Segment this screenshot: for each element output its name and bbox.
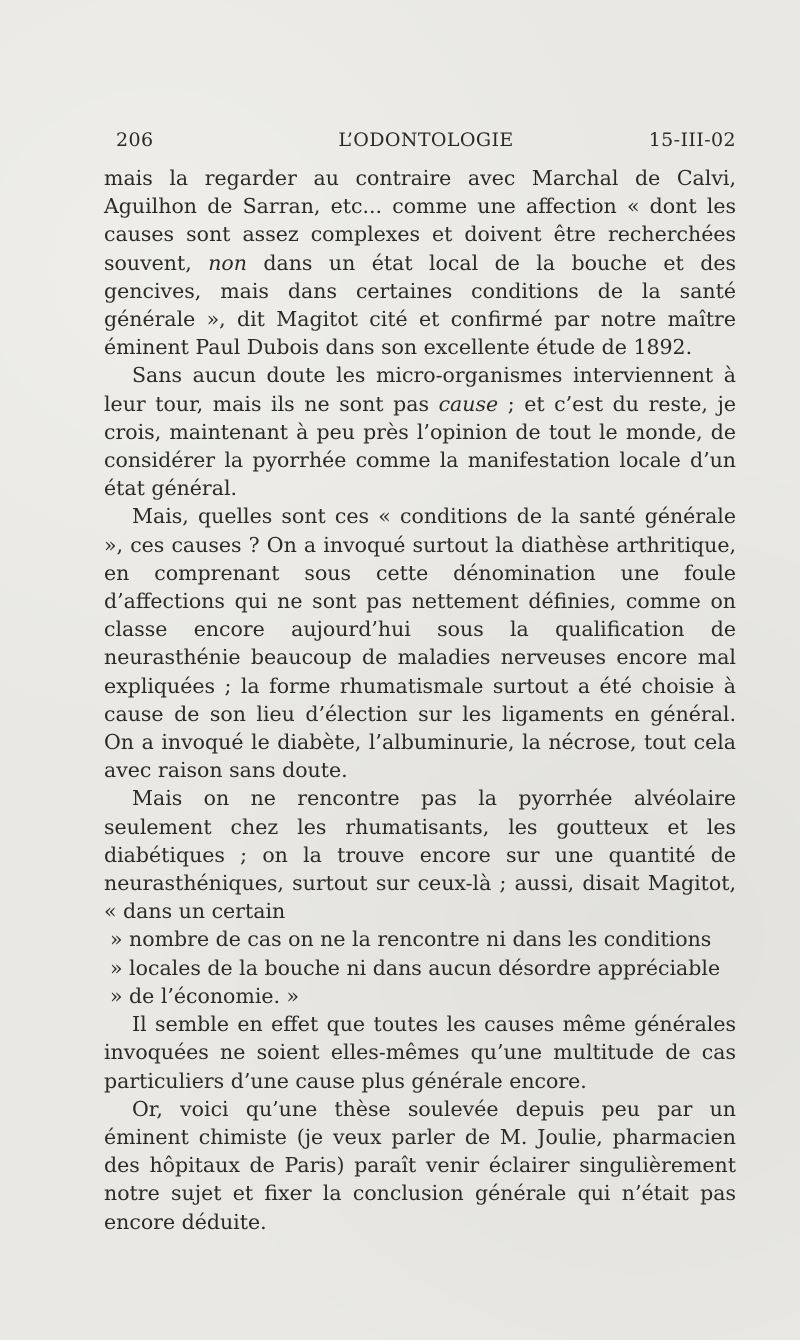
page-number: 206 (116, 129, 154, 151)
paragraph-2-italic: cause (438, 391, 499, 416)
journal-title: L’ODONTOLOGIE (338, 129, 514, 151)
issue-date: 15-III-02 (648, 129, 736, 151)
quote-line-2: » locales de la bouche ni dans aucun désordre appréciable (110, 955, 721, 980)
paragraph-4: Mais on ne rencontre pas la pyorrhée alvéolaire seulement chez les rhumatisants, les goutteux et les diabétiques ; on la trouve encore sur une quantité de neurasthéniques, surtout sur ceux-là ; aussi, disait Magitot, « dans un certain (104, 786, 736, 924)
paragraph-1-part-2: dans un état local de la bouche et des gencives, mais dans certaines conditions de la santé générale », dit Magitot cité et confirmé par notre maître éminent Paul Dubois dans son excellente étude de 1892. (104, 250, 736, 360)
paragraph-2-part-2: ; et c’est du reste, je crois, maintenant à peu près l’opinion de tout le monde, de considérer la pyorrhée comme la manifestation locale d’un état général. (104, 391, 736, 501)
paragraph-1-part-1: mais la regarder au contraire avec Marchal de Calvi, Aguilhon de Sarran, etc... comme une affection « dont les causes sont assez complexes et doivent être recherchées souvent, (104, 166, 736, 275)
paragraph-6: Or, voici qu’une thèse soulevée depuis peu par un éminent chimiste (je veux parler de M. Joulie, pharmacien des hôpitaux de Paris) paraît venir éclairer singulièrement notre sujet et fixer la conclusion générale qui n’était pas encore déduite. (104, 1096, 736, 1234)
paragraph-2 (104, 361, 736, 502)
paragraph-3: Mais, quelles sont ces « conditions de la santé générale », ces causes ? On a invoqué surtout la diathèse arthritique, en comprenant sous cette dénomination une foule d’affections qui ne sont pas nettement définies, comme on classe encore aujourd’hui sous la qualification de neurasthénie beaucoup de maladies nerveuses encore mal expliquées ; la forme rhumatismale surtout a été choisie à cause de son lieu d’élection sur les ligaments en général. On a invoqué le diabète, l’albuminurie, la nécrose, tout cela avec raison sans doute. (104, 504, 736, 783)
quotation-lines (104, 925, 736, 1010)
article-body (104, 164, 736, 1236)
paragraph-1 (104, 164, 736, 361)
running-header (116, 128, 736, 152)
paragraph-1-italic: non (208, 250, 247, 275)
quote-line-1: » nombre de cas on ne la rencontre ni dans les conditions (110, 927, 712, 952)
paragraph-5: Il semble en effet que toutes les causes même générales invoquées ne soient elles-mêmes qu’une multitude de cas particuliers d’une cause plus générale encore. (104, 1012, 736, 1093)
quote-line-3: » de l’économie. » (110, 983, 300, 1008)
paragraph-2-part-1: Sans aucun doute les micro-organismes interviennent à leur tour, mais ils ne sont pas (104, 363, 736, 416)
